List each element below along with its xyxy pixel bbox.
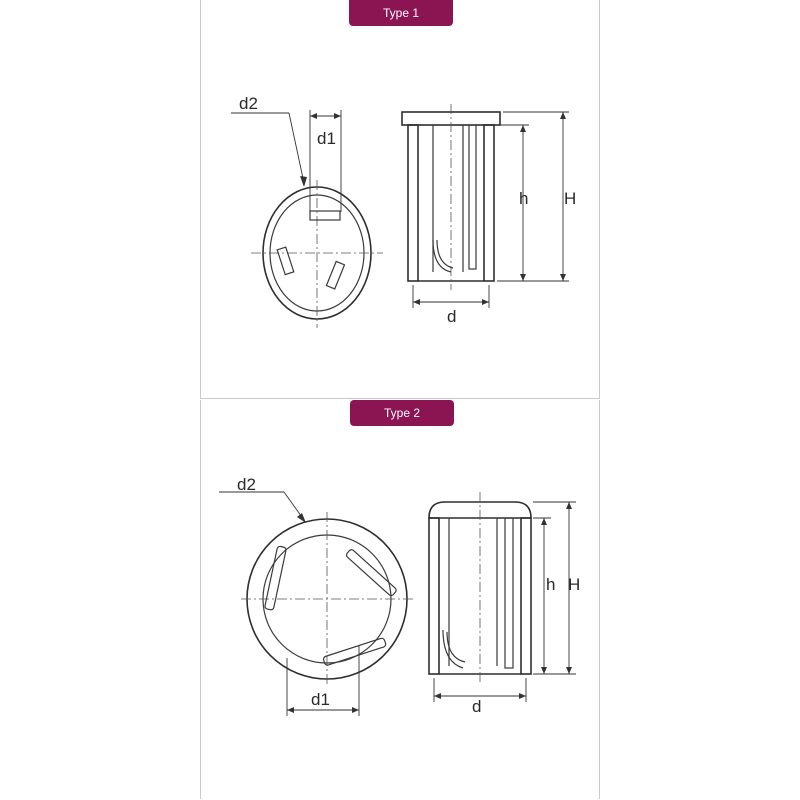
panel-divider <box>200 398 600 399</box>
type-1-d1-label: d1 <box>317 129 336 148</box>
type-2-d-label: d <box>472 697 482 716</box>
type-2-side-view <box>429 492 580 716</box>
type-2-d2-label: d2 <box>237 475 256 494</box>
type-1-d2-label: d2 <box>239 94 258 113</box>
type-1-top-view <box>231 94 383 328</box>
rib-right <box>326 261 344 288</box>
type-2-drawing <box>201 400 601 799</box>
type-1-panel <box>200 0 600 399</box>
type-2-d1-label: d1 <box>311 690 330 709</box>
type-2-H-label: H <box>568 575 581 594</box>
type-1-H-label: H <box>564 189 577 208</box>
rib-left <box>264 546 286 610</box>
type-1-side-view <box>402 104 576 326</box>
type-2-h-label: h <box>546 575 556 594</box>
type-2-panel <box>200 400 600 799</box>
type-1-badge: Type 1 <box>349 0 453 26</box>
type-2-badge: Type 2 <box>350 400 454 426</box>
rib-left <box>277 247 294 275</box>
type-2-top-view <box>219 475 413 716</box>
rib-right <box>345 549 397 597</box>
type-1-h-label: h <box>519 189 529 208</box>
type-1-drawing <box>201 0 601 399</box>
type-1-d-label: d <box>447 307 457 326</box>
rib-top <box>310 211 340 220</box>
